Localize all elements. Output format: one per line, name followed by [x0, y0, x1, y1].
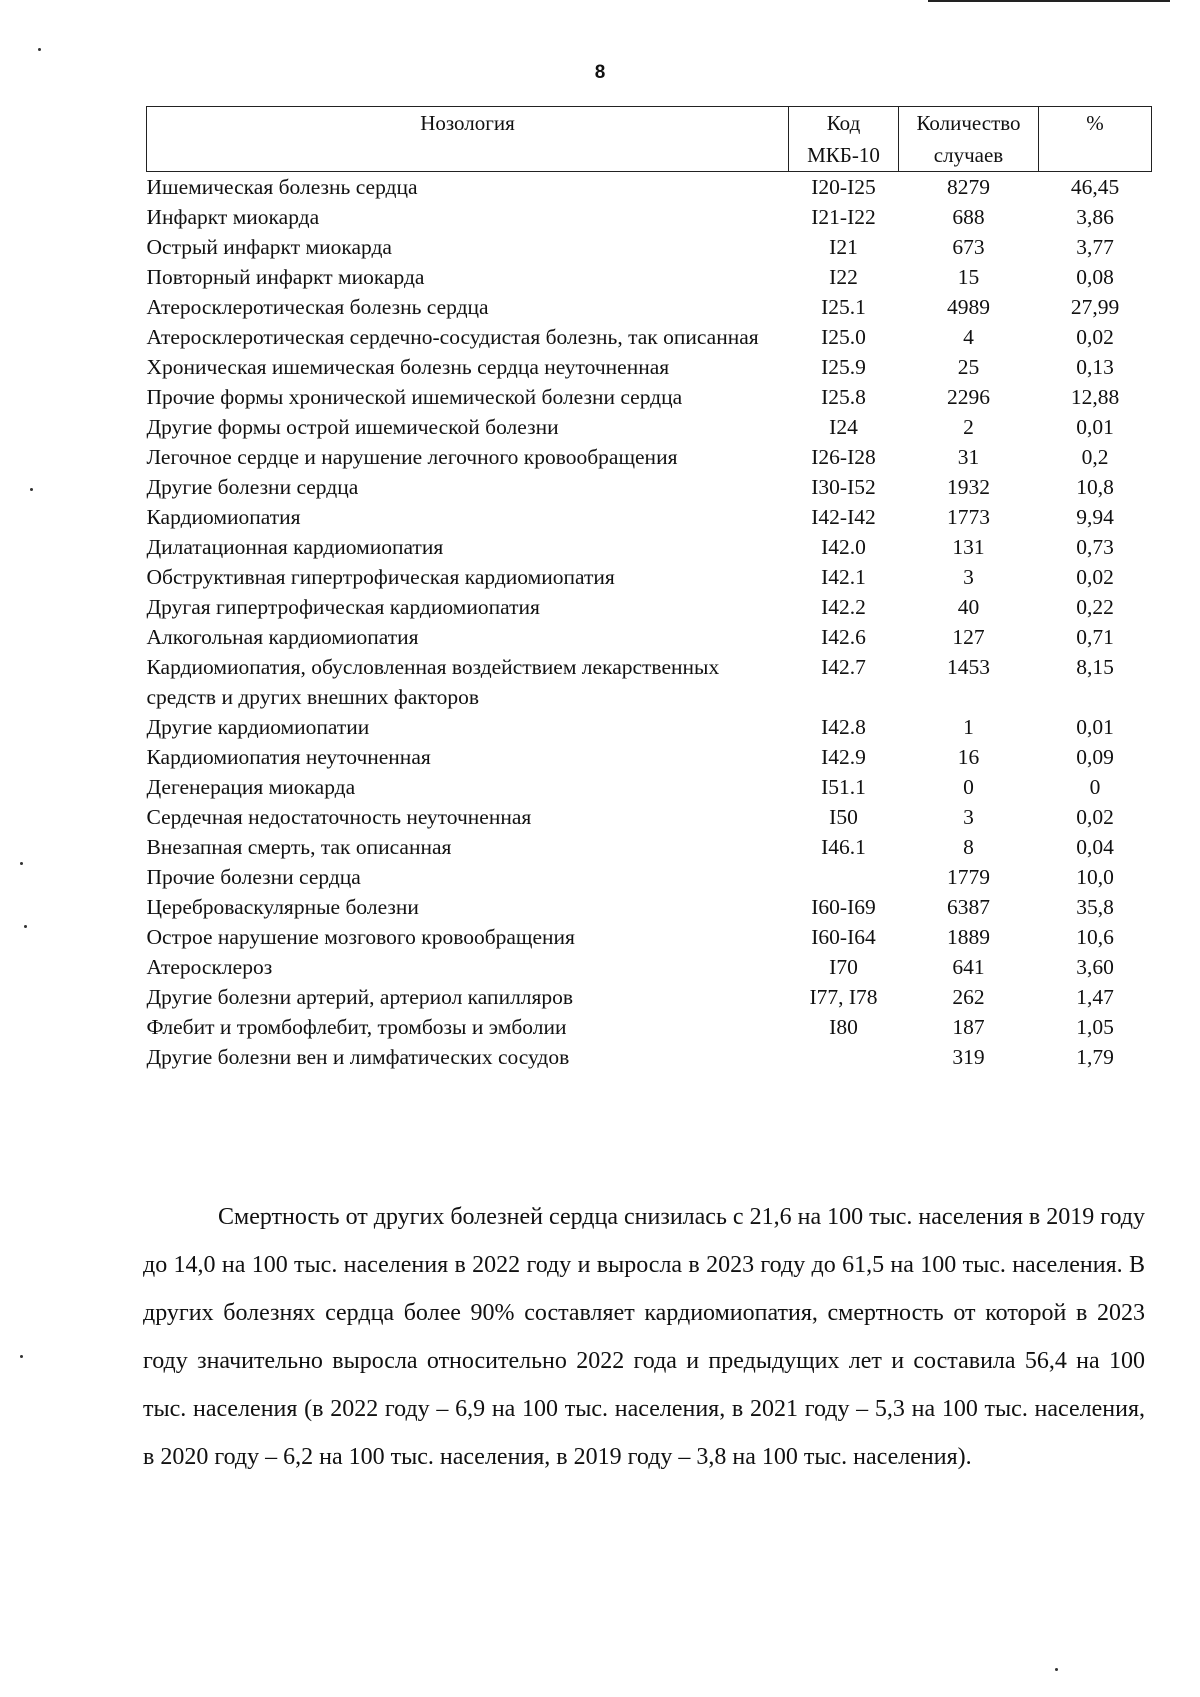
- row-case-count: 8: [963, 835, 974, 859]
- row-nosology: Кардиомиопатия неуточненная: [146, 745, 431, 769]
- page-number: 8: [594, 62, 606, 83]
- row-nosology: Цереброваскулярные болезни: [146, 895, 419, 919]
- row-nosology: Легочное сердце и нарушение легочного кровообращения: [146, 445, 678, 469]
- row-case-count: 1779: [947, 865, 990, 889]
- row-case-count: 1932: [947, 475, 990, 499]
- row-icd10-code: I80: [829, 1015, 858, 1039]
- row-nosology: Внезапная смерть, так описанная: [146, 835, 452, 859]
- table-row: [147, 202, 1152, 232]
- row-case-count: 2296: [947, 385, 990, 409]
- row-case-count: 127: [952, 625, 985, 649]
- table-row: [147, 622, 1152, 652]
- row-percent: 10,6: [1076, 925, 1114, 949]
- scan-speck: [38, 48, 41, 51]
- nosology-table: [146, 106, 1152, 1072]
- table-row: [147, 562, 1152, 592]
- row-icd10-code: [789, 862, 899, 892]
- row-case-count: 1: [963, 715, 974, 739]
- row-nosology: Кардиомиопатия: [146, 505, 301, 529]
- table-row: [147, 1012, 1152, 1042]
- table-row: [147, 772, 1152, 802]
- table-header-row: [147, 107, 1152, 172]
- row-icd10-code: I25.8: [821, 385, 866, 409]
- row-percent: 0,73: [1076, 535, 1114, 559]
- table-row: [147, 802, 1152, 832]
- row-percent: 12,88: [1070, 385, 1120, 409]
- row-icd10-code: I42.0: [821, 535, 866, 559]
- row-nosology: Ишемическая болезнь сердца: [146, 175, 418, 199]
- row-percent: 35,8: [1076, 895, 1114, 919]
- row-nosology: Атеросклеротическая сердечно-сосудистая болезнь, так описанная: [146, 325, 759, 349]
- row-percent: 0,01: [1076, 415, 1114, 439]
- table-row: [147, 532, 1152, 562]
- row-percent: 46,45: [1070, 175, 1120, 199]
- row-percent: 8,15: [1076, 655, 1114, 679]
- table-row: [147, 742, 1152, 772]
- row-icd10-code: I24: [829, 415, 858, 439]
- table-row: [147, 922, 1152, 952]
- table-row: [147, 832, 1152, 862]
- table-row: [147, 892, 1152, 922]
- header-nosology: Нозология: [147, 107, 789, 172]
- row-icd10-code: I42.2: [821, 595, 866, 619]
- row-case-count: 4989: [947, 295, 990, 319]
- row-nosology: Атеросклеротическая болезнь сердца: [146, 295, 489, 319]
- table-row: [147, 592, 1152, 622]
- row-icd10-code: I30-I52: [811, 475, 876, 499]
- row-nosology: Острый инфаркт миокарда: [146, 235, 392, 259]
- row-icd10-code: I21: [829, 235, 858, 259]
- scan-speck: [20, 862, 23, 865]
- row-icd10-code: I60-I64: [811, 925, 876, 949]
- row-nosology: Флебит и тромбофлебит, тромбозы и эмболии: [146, 1015, 567, 1039]
- table-row: [147, 982, 1152, 1012]
- body-paragraph: [143, 1193, 1145, 1481]
- header-case-count: Количество случаев: [899, 107, 1039, 172]
- row-case-count: 688: [952, 205, 985, 229]
- header-percent: %: [1039, 107, 1152, 172]
- row-icd10-code: I22: [829, 265, 858, 289]
- row-case-count: 31: [957, 445, 980, 469]
- table-row: [147, 352, 1152, 382]
- row-nosology: Сердечная недостаточность неуточненная: [146, 805, 532, 829]
- table-row: [147, 172, 1152, 203]
- table-row: [147, 862, 1152, 892]
- row-case-count: 40: [957, 595, 980, 619]
- row-case-count: 641: [952, 955, 985, 979]
- top-edge-line: [928, 0, 1170, 2]
- row-icd10-code: I42.9: [821, 745, 866, 769]
- row-icd10-code: I21-I22: [811, 205, 876, 229]
- row-icd10-code: I42.6: [821, 625, 866, 649]
- row-nosology: Прочие формы хронической ишемической болезни сердца: [146, 385, 683, 409]
- scan-speck: [20, 1355, 23, 1358]
- row-icd10-code: I42.1: [821, 565, 866, 589]
- row-nosology: Алкогольная кардиомиопатия: [146, 625, 419, 649]
- row-percent: 10,8: [1076, 475, 1114, 499]
- row-icd10-code: I42.8: [821, 715, 866, 739]
- table-row: [147, 1042, 1152, 1072]
- paragraph-text: Смертность от других болезней сердца снизилась с 21,6 на 100 тыс. населения в 2019 году до 14,0 на 100 тыс. населения в 2022 году и выросла в 2023 году до 61,5 на 100 тыс. населения. В других болезнях сердца более 90% составляет кардиомиопатия, смертность от которой в 2023 году значительно выросла относительно 2022 года и предыдущих лет и составила 56,4 на 100 тыс. населения (в 2022 году – 6,9 на 100 тыс. населения, в 2021 году – 5,3 на 100 тыс. населения, в 2020 году – 6,2 на 100 тыс. населения, в 2019 году – 3,8 на 100 тыс. населения).: [143, 1204, 1145, 1470]
- row-icd10-code: I26-I28: [811, 445, 876, 469]
- row-percent: 3,86: [1076, 205, 1114, 229]
- row-case-count: 3: [963, 565, 974, 589]
- row-case-count: 6387: [947, 895, 990, 919]
- row-percent: 0,2: [1081, 445, 1109, 469]
- row-percent: 10,0: [1076, 865, 1114, 889]
- table-row: [147, 712, 1152, 742]
- table-row: [147, 412, 1152, 442]
- row-percent: 9,94: [1076, 505, 1114, 529]
- table-row: [147, 262, 1152, 292]
- row-icd10-code: I51.1: [821, 775, 866, 799]
- row-case-count: 15: [957, 265, 980, 289]
- row-case-count: 25: [957, 355, 980, 379]
- row-nosology: Кардиомиопатия, обусловленная воздействием лекарственных средств и других внешних факторов: [146, 655, 720, 709]
- row-case-count: 131: [952, 535, 985, 559]
- row-percent: 0,71: [1076, 625, 1114, 649]
- row-case-count: 262: [952, 985, 985, 1009]
- table-row: [147, 502, 1152, 532]
- row-percent: 0: [1089, 775, 1101, 799]
- row-icd10-code: I20-I25: [811, 175, 876, 199]
- row-case-count: 1889: [947, 925, 990, 949]
- row-percent: 0,02: [1076, 325, 1114, 349]
- table-row: [147, 442, 1152, 472]
- row-icd10-code: I25.9: [821, 355, 866, 379]
- row-percent: 0,09: [1076, 745, 1114, 769]
- row-nosology: Другие болезни артерий, артериол капилляров: [146, 985, 574, 1009]
- row-icd10-code: [789, 1042, 899, 1072]
- row-case-count: 673: [952, 235, 985, 259]
- row-percent: 3,77: [1076, 235, 1114, 259]
- table-row: [147, 652, 1152, 712]
- row-icd10-code: I25.1: [821, 295, 866, 319]
- row-case-count: 319: [952, 1045, 985, 1069]
- row-nosology: Дегенерация миокарда: [146, 775, 356, 799]
- row-percent: 0,02: [1076, 565, 1114, 589]
- row-percent: 1,47: [1076, 985, 1114, 1009]
- scan-speck: [24, 925, 27, 928]
- row-percent: 0,13: [1076, 355, 1114, 379]
- row-case-count: 1773: [947, 505, 990, 529]
- row-nosology: Атеросклероз: [146, 955, 273, 979]
- row-icd10-code: I50: [829, 805, 858, 829]
- row-case-count: 0: [963, 775, 974, 799]
- row-nosology: Дилатационная кардиомиопатия: [146, 535, 444, 559]
- row-nosology: Другие болезни сердца: [146, 475, 359, 499]
- row-nosology: Другие формы острой ишемической болезни: [146, 415, 559, 439]
- header-icd10-code: Код МКБ-10: [789, 107, 899, 172]
- row-nosology: Другая гипертрофическая кардиомиопатия: [146, 595, 540, 619]
- row-case-count: 16: [957, 745, 980, 769]
- table-row: [147, 292, 1152, 322]
- row-nosology: Хроническая ишемическая болезнь сердца неуточненная: [146, 355, 670, 379]
- table-row: [147, 322, 1152, 352]
- row-percent: 0,01: [1076, 715, 1114, 739]
- row-percent: 0,22: [1076, 595, 1114, 619]
- table-row: [147, 382, 1152, 412]
- row-nosology: Прочие болезни сердца: [146, 865, 361, 889]
- row-icd10-code: I46.1: [821, 835, 866, 859]
- row-percent: 0,02: [1076, 805, 1114, 829]
- table-row: [147, 472, 1152, 502]
- row-case-count: 4: [963, 325, 974, 349]
- row-percent: 3,60: [1076, 955, 1114, 979]
- row-nosology: Обструктивная гипертрофическая кардиомиопатия: [146, 565, 615, 589]
- row-icd10-code: I77, I78: [809, 985, 878, 1009]
- row-percent: 1,05: [1076, 1015, 1114, 1039]
- row-nosology: Повторный инфаркт миокарда: [146, 265, 425, 289]
- row-icd10-code: I70: [829, 955, 858, 979]
- row-case-count: 187: [952, 1015, 985, 1039]
- table-row: [147, 952, 1152, 982]
- row-icd10-code: I42-I42: [811, 505, 876, 529]
- scan-speck: [1055, 1668, 1058, 1671]
- row-icd10-code: I25.0: [821, 325, 866, 349]
- row-icd10-code: I60-I69: [811, 895, 876, 919]
- row-case-count: 8279: [947, 175, 990, 199]
- row-icd10-code: I42.7: [821, 655, 866, 679]
- row-percent: 0,04: [1076, 835, 1114, 859]
- row-nosology: Другие кардиомиопатии: [146, 715, 370, 739]
- row-nosology: Острое нарушение мозгового кровообращения: [146, 925, 575, 949]
- scan-speck: [30, 488, 33, 491]
- row-case-count: 3: [963, 805, 974, 829]
- row-case-count: 2: [963, 415, 974, 439]
- table-row: [147, 232, 1152, 262]
- row-percent: 27,99: [1070, 295, 1120, 319]
- row-nosology: Другие болезни вен и лимфатических сосудов: [146, 1045, 570, 1069]
- row-case-count: 1453: [947, 655, 990, 679]
- row-percent: 1,79: [1076, 1045, 1114, 1069]
- table-body: [147, 172, 1152, 1073]
- row-nosology: Инфаркт миокарда: [146, 205, 320, 229]
- row-percent: 0,08: [1076, 265, 1114, 289]
